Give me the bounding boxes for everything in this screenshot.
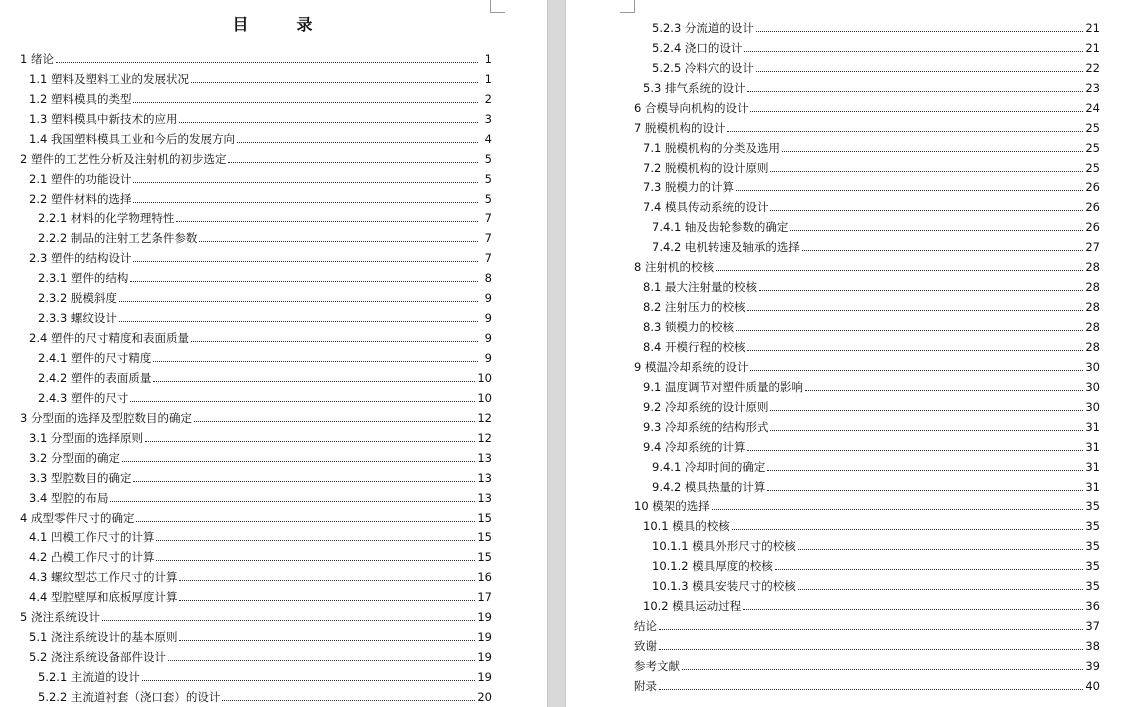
- toc-entry-title: 5.2 浇注系统设备部件设计: [29, 650, 166, 665]
- toc-page-number: 19: [477, 630, 492, 645]
- toc-entry-title: 10.1.3 模具安装尺寸的校核: [652, 579, 796, 594]
- toc-dot-leader: [744, 50, 1083, 52]
- toc-entry[interactable]: [634, 494, 1100, 514]
- toc-page-number: 9: [484, 311, 492, 326]
- toc-entry-title: 4.4 型腔壁厚和底板厚度计算: [29, 590, 178, 605]
- toc-entry-title: 1.1 塑料及塑料工业的发展状况: [29, 71, 189, 86]
- toc-entry-title: 2 塑件的工艺性分析及注射机的初步选定: [20, 151, 227, 166]
- toc-entry-title: 2.2.1 材料的化学物理特性: [38, 211, 175, 226]
- toc-entry[interactable]: [20, 604, 492, 624]
- toc-entry[interactable]: [20, 66, 492, 86]
- toc-dot-leader: [736, 329, 1083, 331]
- toc-list-right: [634, 15, 1100, 693]
- toc-entry-title: 3.2 分型面的确定: [29, 450, 120, 465]
- toc-list-left: [20, 46, 492, 704]
- toc-page-number: 19: [477, 610, 492, 625]
- toc-page-number: 9: [484, 351, 492, 365]
- toc-entry-title: 9.4.1 冷却时间的确定: [652, 459, 766, 474]
- toc-entry[interactable]: [634, 354, 1100, 374]
- toc-entry[interactable]: [20, 86, 492, 106]
- toc-dot-leader: [798, 548, 1084, 550]
- toc-page-number: 4: [484, 131, 492, 146]
- toc-dot-leader: [659, 688, 1083, 690]
- toc-entry-title: 2.4.1 塑件的尺寸精度: [38, 351, 152, 365]
- toc-page-number: 28: [1085, 280, 1100, 295]
- toc-entry[interactable]: [634, 254, 1100, 274]
- toc-entry[interactable]: [20, 285, 492, 305]
- toc-entry[interactable]: [20, 584, 492, 604]
- toc-page-number: 22: [1085, 60, 1100, 75]
- toc-page-number: 2: [484, 91, 492, 106]
- toc-page-number: 39: [1085, 658, 1100, 673]
- toc-page-number: 3: [484, 111, 492, 126]
- toc-entry[interactable]: [634, 334, 1100, 354]
- toc-entry[interactable]: [634, 214, 1100, 234]
- toc-entry-title: 2.2 塑件材料的选择: [29, 191, 132, 206]
- toc-entry-title: 8.4 开模行程的校核: [643, 339, 746, 354]
- toc-entry-title: 5.2.4 浇口的设计: [652, 40, 743, 55]
- toc-entry-title: 4 成型零件尺寸的确定: [20, 510, 135, 525]
- toc-entry[interactable]: [20, 465, 492, 485]
- toc-title-char: 目: [232, 15, 251, 34]
- toc-entry[interactable]: [20, 106, 492, 126]
- toc-entry[interactable]: [634, 15, 1100, 35]
- toc-page-number: 1: [484, 71, 492, 86]
- toc-entry-title: 10.1.1 模具外形尺寸的校核: [652, 539, 796, 554]
- toc-page-number: 5: [484, 171, 492, 186]
- toc-page-number: 25: [1085, 140, 1100, 155]
- toc-dot-leader: [179, 639, 475, 641]
- toc-entry-title: 10.1.2 模具厚度的校核: [652, 559, 773, 574]
- toc-page-number: 9: [484, 291, 492, 306]
- toc-entry-title: 5.1 浇注系统设计的基本原则: [29, 630, 178, 645]
- page-gutter: [547, 0, 566, 707]
- toc-dot-leader: [747, 449, 1083, 451]
- toc-entry[interactable]: [634, 115, 1100, 135]
- toc-entry[interactable]: [20, 345, 492, 365]
- toc-entry-title: 2.4.2 塑件的表面质量: [38, 370, 152, 385]
- toc-dot-leader: [56, 61, 478, 63]
- toc-entry-title: 附录: [634, 678, 657, 693]
- toc-dot-leader: [194, 420, 475, 422]
- toc-page-number: 1: [484, 51, 492, 66]
- toc-dot-leader: [130, 400, 475, 402]
- toc-entry-title: 5.2.5 冷料穴的设计: [652, 60, 754, 75]
- toc-dot-leader: [750, 369, 1083, 371]
- toc-entry[interactable]: [634, 414, 1100, 434]
- toc-entry-title: 8.1 最大注射量的校核: [643, 280, 757, 295]
- toc-page-number: 15: [477, 550, 492, 565]
- toc-page-number: 28: [1085, 300, 1100, 315]
- toc-dot-leader: [176, 220, 478, 222]
- toc-dot-leader: [102, 619, 475, 621]
- toc-page-number: 19: [477, 670, 492, 684]
- toc-entry[interactable]: [20, 684, 492, 704]
- toc-entry-title: 致谢: [634, 639, 657, 653]
- toc-page-number: 26: [1085, 200, 1100, 215]
- toc-dot-leader: [782, 150, 1083, 152]
- toc-entry[interactable]: [634, 434, 1100, 454]
- toc-entry-title: 3.1 分型面的选择原则: [29, 430, 143, 445]
- toc-entry-title: 9.4.2 模具热量的计算: [652, 479, 766, 494]
- toc-page-number: 12: [477, 430, 492, 445]
- toc-page-number: 35: [1085, 539, 1100, 554]
- toc-page-number: 7: [484, 231, 492, 246]
- toc-dot-leader: [767, 469, 1083, 471]
- toc-entry[interactable]: [20, 445, 492, 465]
- toc-entry[interactable]: [634, 135, 1100, 155]
- toc-page-number: 26: [1085, 220, 1100, 235]
- toc-entry[interactable]: [20, 166, 492, 186]
- toc-entry[interactable]: [634, 75, 1100, 95]
- toc-entry[interactable]: [634, 533, 1100, 553]
- toc-dot-leader: [802, 249, 1083, 251]
- toc-dot-leader: [770, 429, 1083, 431]
- toc-dot-leader: [759, 289, 1083, 291]
- toc-dot-leader: [122, 460, 475, 462]
- toc-entry[interactable]: [634, 234, 1100, 254]
- toc-dot-leader: [191, 81, 478, 83]
- toc-entry-title: 9.2 冷却系统的设计原则: [643, 399, 769, 414]
- toc-entry[interactable]: [634, 35, 1100, 55]
- toc-dot-leader: [179, 599, 475, 601]
- toc-page-number: 30: [1085, 399, 1100, 414]
- toc-page-number: 37: [1085, 619, 1100, 634]
- toc-page-number: 21: [1085, 40, 1100, 55]
- toc-dot-leader: [191, 340, 478, 342]
- toc-entry-title: 7.4.1 轴及齿轮参数的确定: [652, 220, 789, 235]
- toc-page-number: 36: [1085, 599, 1100, 614]
- toc-entry[interactable]: [20, 46, 492, 66]
- toc-entry-title: 2.2.2 制品的注射工艺条件参数: [38, 231, 198, 246]
- toc-dot-leader: [756, 70, 1083, 72]
- toc-entry-title: 4.3 螺纹型芯工作尺寸的计算: [29, 570, 178, 585]
- toc-dot-leader: [222, 699, 475, 701]
- toc-entry-title: 5.2.1 主流道的设计: [38, 670, 140, 684]
- toc-entry[interactable]: [634, 314, 1100, 334]
- toc-page-number: 7: [484, 211, 492, 226]
- toc-entry-title: 9.4 冷却系统的计算: [643, 439, 746, 454]
- toc-entry[interactable]: [634, 454, 1100, 474]
- toc-page-left: [0, 0, 547, 707]
- toc-entry-title: 7.1 脱模机构的分类及选用: [643, 140, 780, 155]
- toc-entry[interactable]: [634, 553, 1100, 573]
- toc-dot-leader: [770, 170, 1083, 172]
- toc-dot-leader: [682, 668, 1083, 670]
- toc-entry[interactable]: [20, 325, 492, 345]
- toc-page-number: 28: [1085, 260, 1100, 275]
- toc-page-number: 40: [1085, 678, 1100, 693]
- toc-entry[interactable]: [20, 624, 492, 644]
- toc-dot-leader: [156, 559, 475, 561]
- toc-dot-leader: [732, 528, 1084, 530]
- toc-entry[interactable]: [20, 425, 492, 445]
- toc-dot-leader: [775, 568, 1084, 570]
- toc-entry[interactable]: [634, 593, 1100, 613]
- toc-entry[interactable]: [634, 653, 1100, 673]
- toc-dot-leader: [156, 539, 475, 541]
- toc-page-number: 21: [1085, 20, 1100, 35]
- toc-dot-leader: [756, 30, 1083, 32]
- toc-page-number: 10: [477, 390, 492, 405]
- toc-dot-leader: [136, 520, 475, 522]
- toc-entry[interactable]: [20, 505, 492, 525]
- toc-entry-title: 4.1 凹模工作尺寸的计算: [29, 530, 155, 545]
- toc-entry[interactable]: [20, 525, 492, 545]
- toc-page-number: 13: [477, 490, 492, 505]
- toc-entry-title: 2.4 塑件的尺寸精度和表面质量: [29, 331, 189, 346]
- toc-dot-leader: [179, 579, 475, 581]
- toc-entry[interactable]: [634, 474, 1100, 494]
- toc-dot-leader: [736, 189, 1083, 191]
- toc-entry-title: 7.2 脱模机构的设计原则: [643, 160, 769, 175]
- toc-page-number: 23: [1085, 80, 1100, 95]
- toc-page-number: 31: [1085, 419, 1100, 434]
- toc-page-number: 25: [1085, 120, 1100, 135]
- toc-entry[interactable]: [634, 294, 1100, 314]
- toc-entry[interactable]: [20, 564, 492, 584]
- toc-dot-leader: [716, 269, 1083, 271]
- toc-page-number: 24: [1085, 100, 1100, 115]
- toc-page-number: 8: [484, 271, 492, 286]
- toc-page-right: [566, 0, 1140, 707]
- toc-page-number: 9: [484, 331, 492, 346]
- toc-entry[interactable]: [20, 305, 492, 325]
- toc-entry[interactable]: [634, 513, 1100, 533]
- toc-page-number: 31: [1085, 439, 1100, 454]
- toc-entry[interactable]: [20, 225, 492, 245]
- toc-page-number: 13: [477, 450, 492, 465]
- toc-entry-title: 9 模温冷却系统的设计: [634, 359, 749, 374]
- toc-dot-leader: [237, 141, 478, 143]
- toc-entry-title: 1.3 塑料模具中新技术的应用: [29, 111, 178, 126]
- toc-page-number: 38: [1085, 639, 1100, 653]
- toc-page-number: 28: [1085, 339, 1100, 354]
- toc-dot-leader: [119, 320, 478, 322]
- toc-entry-title: 3 分型面的选择及型腔数目的确定: [20, 410, 192, 425]
- toc-entry[interactable]: [20, 405, 492, 425]
- toc-dot-leader: [659, 628, 1083, 630]
- toc-entry-title: 4.2 凸模工作尺寸的计算: [29, 550, 155, 565]
- toc-dot-leader: [790, 229, 1083, 231]
- toc-entry-title: 10.2 模具运动过程: [643, 599, 742, 614]
- toc-entry[interactable]: [634, 95, 1100, 115]
- toc-entry[interactable]: [20, 544, 492, 564]
- toc-entry-title: 1 绪论: [20, 51, 54, 66]
- toc-entry-title: 1.4 我国塑料模具工业和今后的发展方向: [29, 131, 235, 146]
- toc-entry-title: 7.4.2 电机转速及轴承的选择: [652, 240, 800, 255]
- toc-dot-leader: [133, 101, 478, 103]
- toc-dot-leader: [805, 389, 1083, 391]
- toc-page-number: 16: [477, 570, 492, 585]
- toc-page-number: 30: [1085, 359, 1100, 374]
- toc-page-number: 35: [1085, 559, 1100, 574]
- toc-dot-leader: [133, 201, 478, 203]
- toc-entry[interactable]: [20, 664, 492, 684]
- toc-dot-leader: [133, 181, 478, 183]
- toc-entry[interactable]: [20, 485, 492, 505]
- toc-dot-leader: [770, 409, 1083, 411]
- toc-entry-title: 2.3.3 螺纹设计: [38, 311, 117, 326]
- toc-entry-title: 2.3 塑件的结构设计: [29, 251, 132, 266]
- toc-dot-leader: [133, 480, 475, 482]
- toc-entry[interactable]: [634, 274, 1100, 294]
- toc-entry[interactable]: [634, 175, 1100, 195]
- toc-dot-leader: [747, 90, 1083, 92]
- toc-entry[interactable]: [634, 55, 1100, 75]
- toc-entry-title: 3.3 型腔数目的确定: [29, 470, 132, 485]
- toc-entry[interactable]: [20, 644, 492, 664]
- toc-dot-leader: [199, 240, 478, 242]
- toc-dot-leader: [119, 300, 478, 302]
- toc-dot-leader: [110, 500, 475, 502]
- toc-entry-title: 5.2.3 分流道的设计: [652, 20, 754, 35]
- toc-entry-title: 2.1 塑件的功能设计: [29, 171, 132, 186]
- toc-entry[interactable]: [20, 245, 492, 265]
- toc-entry-title: 7.4 模具传动系统的设计: [643, 200, 769, 215]
- toc-dot-leader: [659, 648, 1083, 650]
- toc-entry[interactable]: [634, 394, 1100, 414]
- toc-page-number: 28: [1085, 320, 1100, 334]
- toc-page-number: 35: [1085, 499, 1100, 514]
- toc-page-number: 20: [477, 689, 492, 704]
- toc-entry[interactable]: [20, 146, 492, 166]
- margin-corner-mark: [620, 0, 635, 13]
- toc-dot-leader: [750, 110, 1083, 112]
- toc-entry[interactable]: [20, 126, 492, 146]
- toc-entry-title: 2.3.1 塑件的结构: [38, 271, 129, 286]
- toc-dot-leader: [228, 161, 478, 163]
- toc-entry-title: 10 模架的选择: [634, 499, 710, 514]
- toc-entry[interactable]: [634, 374, 1100, 394]
- toc-page-number: 35: [1085, 579, 1100, 594]
- toc-title-char: 录: [296, 15, 315, 34]
- toc-entry[interactable]: [20, 186, 492, 206]
- toc-entry-title: 5 浇注系统设计: [20, 610, 100, 625]
- toc-dot-leader: [747, 309, 1083, 311]
- toc-entry[interactable]: [634, 573, 1100, 593]
- toc-entry-title: 2.4.3 塑件的尺寸: [38, 390, 129, 405]
- toc-entry-title: 7.3 脱模力的计算: [643, 180, 734, 195]
- toc-entry[interactable]: [634, 194, 1100, 214]
- toc-entry-title: 7 脱模机构的设计: [634, 120, 726, 135]
- toc-entry[interactable]: [20, 265, 492, 285]
- toc-dot-leader: [743, 608, 1083, 610]
- toc-entry-title: 10.1 模具的校核: [643, 519, 730, 534]
- toc-page-number: 31: [1085, 479, 1100, 494]
- toc-entry[interactable]: [634, 613, 1100, 633]
- toc-entry[interactable]: [20, 385, 492, 405]
- toc-page-number: 13: [477, 470, 492, 485]
- toc-entry-title: 3.4 型腔的布局: [29, 490, 109, 505]
- toc-entry-title: 1.2 塑料模具的类型: [29, 91, 132, 106]
- toc-dot-leader: [770, 209, 1083, 211]
- toc-entry-title: 5.3 排气系统的设计: [643, 80, 746, 95]
- toc-page-number: 35: [1085, 519, 1100, 534]
- toc-page-number: 27: [1085, 240, 1100, 255]
- toc-page-number: 10: [477, 370, 492, 385]
- toc-dot-leader: [133, 260, 478, 262]
- toc-entry[interactable]: [634, 633, 1100, 653]
- toc-entry-title: 参考文献: [634, 658, 680, 673]
- toc-title: [0, 12, 547, 35]
- toc-dot-leader: [142, 679, 475, 681]
- toc-dot-leader: [153, 360, 478, 362]
- toc-page-number: 15: [477, 510, 492, 525]
- toc-dot-leader: [767, 489, 1083, 491]
- toc-entry-title: 5.2.2 主流道衬套（浇口套）的设计: [38, 689, 221, 704]
- toc-entry-title: 9.3 冷却系统的结构形式: [643, 419, 769, 434]
- toc-page-number: 5: [484, 191, 492, 206]
- toc-dot-leader: [168, 659, 475, 661]
- toc-dot-leader: [130, 280, 478, 282]
- toc-page-number: 5: [484, 151, 492, 166]
- toc-entry[interactable]: [634, 155, 1100, 175]
- toc-page-number: 31: [1085, 459, 1100, 474]
- toc-page-number: 19: [477, 650, 492, 665]
- toc-entry[interactable]: [634, 673, 1100, 693]
- toc-dot-leader: [747, 349, 1083, 351]
- toc-dot-leader: [712, 508, 1084, 510]
- toc-dot-leader: [179, 121, 478, 123]
- toc-page-number: 17: [477, 590, 492, 605]
- toc-page-number: 15: [477, 530, 492, 545]
- toc-page-number: 12: [477, 410, 492, 425]
- toc-entry[interactable]: [20, 206, 492, 226]
- toc-entry-title: 9.1 温度调节对塑件质量的影响: [643, 379, 803, 394]
- toc-dot-leader: [798, 588, 1084, 590]
- toc-dot-leader: [145, 440, 475, 442]
- toc-entry[interactable]: [20, 365, 492, 385]
- toc-page-number: 26: [1085, 180, 1100, 195]
- toc-page-number: 7: [484, 251, 492, 266]
- toc-entry-title: 6 合模导向机构的设计: [634, 100, 749, 115]
- toc-dot-leader: [153, 380, 475, 382]
- toc-entry-title: 2.3.2 脱模斜度: [38, 291, 117, 306]
- toc-page-number: 30: [1085, 379, 1100, 394]
- toc-entry-title: 8.3 锁模力的校核: [643, 320, 734, 334]
- toc-dot-leader: [727, 130, 1083, 132]
- toc-page-number: 25: [1085, 160, 1100, 175]
- toc-entry-title: 8 注射机的校核: [634, 260, 714, 275]
- toc-entry-title: 8.2 注射压力的校核: [643, 300, 746, 315]
- toc-entry-title: 结论: [634, 619, 657, 634]
